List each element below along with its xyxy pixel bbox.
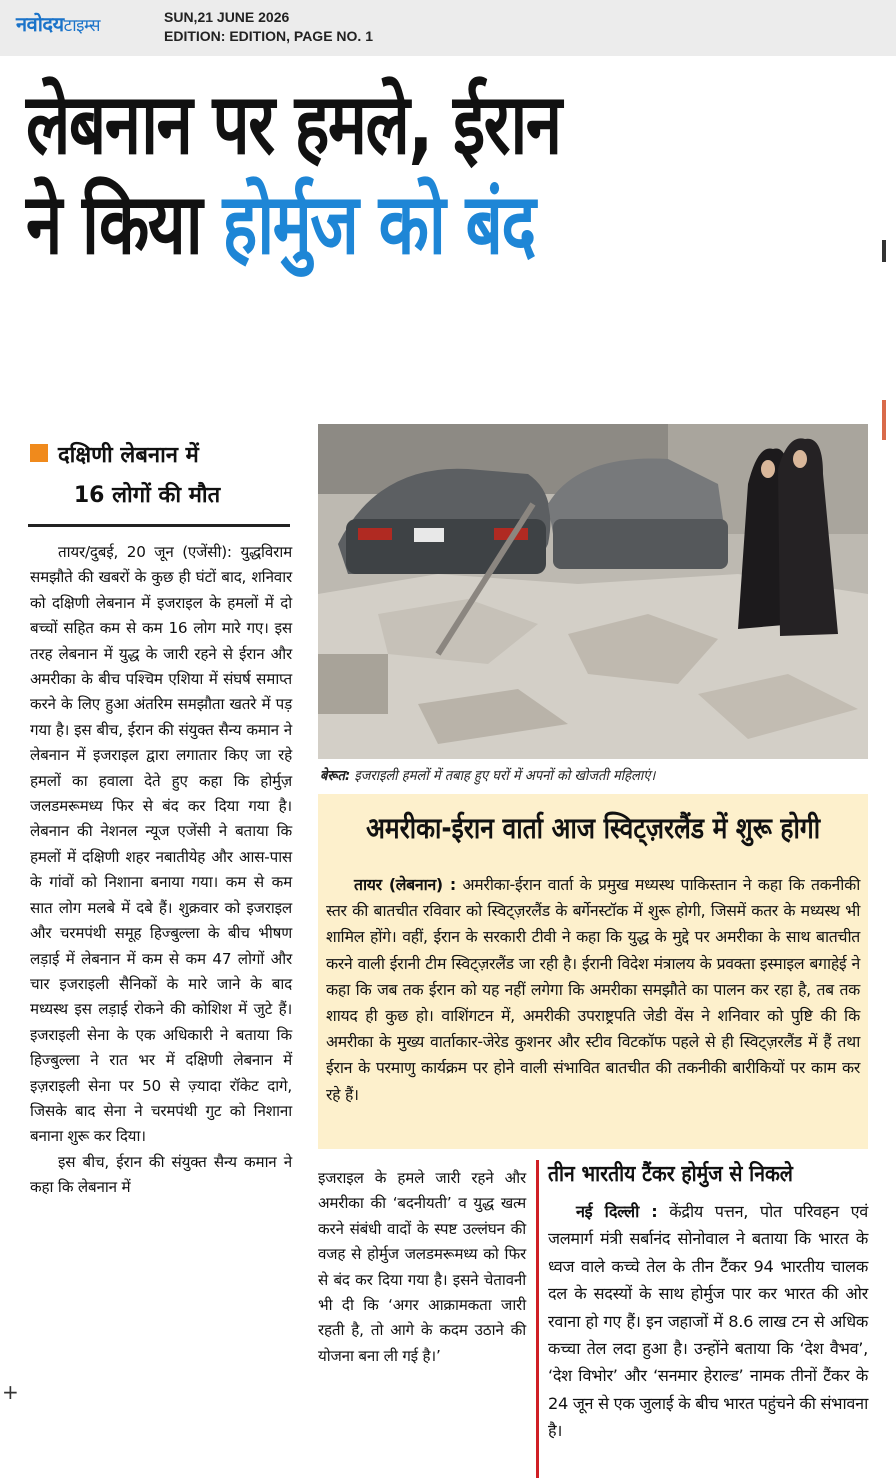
tankers-dateline: नई दिल्ली : — [576, 1202, 658, 1221]
lead-story-column — [30, 540, 292, 1201]
news-photo[interactable] — [318, 424, 868, 759]
edition-info — [164, 8, 373, 46]
tankers-headline — [548, 1158, 878, 1188]
headline-line-2-black: ने किया — [26, 175, 202, 273]
subhead-line-1-text: दक्षिणी लेबनान में — [58, 443, 199, 468]
talks-body: अमरीका-ईरान वार्ता के प्रमुख मध्यस्थ पाकिस्तान ने कहा कि तकनीकी स्तर की बातचीत रविवार को स्विट्ज़रलैंड के बर्गेनस्टॉक में शुरू होगी, जिसमें कतर के मध्यस्थ भी शामिल होंगे। वहीं, ईरान के सरकारी टीवी ने कहा कि युद्ध के मुद्दे पर अमरीका के साथ बातचीत करने वाली ईरानी टीम स्विट्ज़रलैंड जा रही है। ईरानी विदेश मंत्रालय के प्रवक्ता इस्माइल बगाहेई ने कहा कि जब तक ईरान को यह नहीं लगेगा कि अमरीका समझौते का पालन कर रहा है, तब तक शायद ही कुछ हो। वाशिंगटन में, अमरीकी उपराष्ट्रपति जेडी वेंस ने शनिवार को पुष्टि की कि अमरीका के मुख्य वार्ताकार-जेरेड कुशनर और स्टीव विटकॉफ पहले से ही स्विट्ज़रलैंड में हैं तथा ईरान के परमाणु कार्यक्रम पर होने वाली संभावित बातचीत की तकनीकी बारीकियों पर काम कर रहे हैं। — [326, 875, 860, 1104]
newspaper-logo[interactable] — [16, 10, 100, 37]
caption-place: बेरूत: — [320, 768, 351, 784]
lead-paragraph-1: तायर/दुबई, 20 जून (एजेंसी): युद्धविराम समझौते की खबरों के कुछ ही घंटों बाद, शनिवार को दक्षिणी लेबनान में इजराइल के हमलों में दो बच्चों सहित कम से कम 16 लोग मारे गए। इस तरह लेबनान में युद्ध के जारी रहने से ईरान और अमरीका के बीच पश्चिम एशिया में संघर्ष समाप्त करने के लिए हुआ अंतरिम समझौता खतरे में पड़ गया है। इस बीच, ईरान की संयुक्त सैन्य कमान ने लेबनान में इजराइल द्वारा लगातार किए जा रहे हमलों का हवाला देते हुए कहा कि होर्मुज़ जलडमरूमध्य फिर से बंद कर दिया गया है। लेबनान की नेशनल न्यूज एजेंसी ने बताया कि हमलों में दक्षिणी शहर नबातीयेह और आस-पास के गांवों को निशाना बनाया गया। कम से कम सात लोग मलबे में दबे हैं। शुक्रवार को इजराइल और चरमपंथी समूह हिज्बुल्ला के बीच भीषण लड़ाई में लेबनान में कम से कम 47 लोगों और चार इजराइली सैनिकों के मारे जाने के बाद मध्यस्थ इस लड़ाई रोकने की कोशिश में जुटे हैं। इजराइली सेना के एक अधिकारी ने बताया कि हिज्बुल्ला ने रात भर में दक्षिणी लेबनान में इज़राइली सेना पर 50 से ज़्यादा रॉकेट दागे, जिसके बाद सेना ने चरमपंथी गुट को निशाना बनाना शुरू कर दिया। — [30, 543, 292, 1146]
photo-illustration — [318, 424, 868, 759]
edition-date: SUN,21 JUNE 2026 — [164, 9, 290, 25]
top-bar — [0, 0, 896, 56]
lead-story-continuation: इजराइल के हमले जारी रहने और अमरीका की ‘बदनीयती’ व युद्ध खत्म करने संबंधी वादों के स्पष्ट उल्लंघन की वजह से होर्मुज जलडमरूमध्य को फिर से बंद कर दिया गया है। इसने चेतावनी भी दी कि ‘अगर आक्रामकता जारी रहती है, तो आगे के कदम उठाने की योजना बना ली गई है।’ — [318, 1169, 526, 1365]
photo-caption — [320, 766, 841, 785]
tankers-body: केंद्रीय पत्तन, पोत परिवहन एवं जलमार्ग मंत्री सर्बानंद सोनोवाल ने बताया कि भारत के ध्वज वाले कच्चे तेल के तीन टैंकर 94 भारतीय चालक दल के सदस्यों के साथ होर्मुज पार कर भारत की ओर रवाना हो गए हैं। इन जहाजों में 8.6 लाख टन से अधिक कच्चा तेल लदा हुआ है। उन्होंने बताया कि ‘देश वैभव’, ‘देश विभोर’ और ‘सनमार हेराल्ड’ नामक तीनों टैंकर के 24 जून से एक जुलाई के बीच भारत पहुंचने की संभावना है। — [548, 1202, 868, 1441]
headline-line-2 — [26, 174, 689, 274]
talks-text — [326, 872, 860, 1108]
talks-dateline: तायर (लेबनान) : — [354, 875, 456, 894]
talks-box — [318, 794, 868, 1149]
lead-paragraph-2: इस बीच, ईरान की संयुक्त सैन्य कमान ने कहा कि लेबनान में — [30, 1152, 292, 1197]
logo-main-text: नवोदय — [16, 12, 64, 36]
page-edge-mark — [882, 400, 886, 440]
subhead-line-2: 16 लोगों की मौत — [73, 483, 221, 508]
edition-page: EDITION: EDITION, PAGE NO. 1 — [164, 28, 373, 44]
subhead-rule — [28, 524, 290, 527]
subhead-line-1 — [30, 436, 294, 476]
crosshair-icon: + — [2, 1380, 19, 1404]
orange-square-bullet-icon — [30, 444, 48, 462]
lead-subhead — [30, 436, 294, 516]
headline-line-1: लेबनान पर हमले, ईरान — [26, 75, 561, 173]
tankers-red-rule — [536, 1160, 539, 1478]
page-edge-mark — [882, 240, 886, 262]
headline-line-2-blue: होर्मुज को बंद — [222, 175, 535, 273]
talks-title — [318, 808, 868, 847]
talks-title-text: अमरीका-ईरान वार्ता आज स्विट्ज़रलैंड में शुरू होगी — [365, 811, 821, 845]
tankers-story — [548, 1198, 868, 1445]
main-headline — [26, 74, 876, 274]
tankers-headline-text: तीन भारतीय टैंकर होर्मुज से निकले — [548, 1162, 793, 1187]
logo-sub-text: टाइम्स — [63, 16, 100, 36]
caption-text: इजराइली हमलों में तबाह हुए घरों में अपनों को खोजती महिलाएं। — [350, 768, 656, 784]
